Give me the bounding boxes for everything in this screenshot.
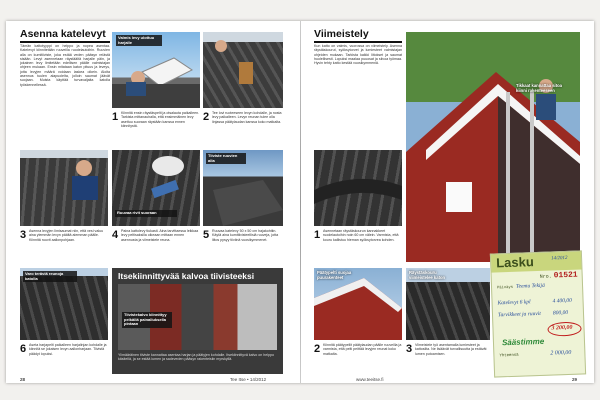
invoice-customer-label: Päiväys [497,285,514,291]
magazine-url: www.teeitse.fi [356,377,384,382]
photo-gutter-finished [406,268,490,340]
invoice-total-label: Yhteensä [499,353,519,359]
invoice-number: 01521 [553,270,578,281]
right-intro-text: Kun katto on valmis, vuorossa on viimeistely. Asenna räystäskourut, syöksytorvet ja lumiesteet valmistajan ohjeiden mukaan. Tarkista kaikki liitokset ja saumat huolellisesti. Lopuksi maalaa puuosat ja siivoa työmaa. Hyvin tehty katto kestää vuosikymmeniä. [314,44,402,66]
photo-overlap [20,150,108,226]
info-box-title: Itsekiinnittyvää kalvoa tiivisteeksi [118,271,255,281]
photo-tag: Tikkaat kannattaa sitoa kiinni rakenteeseen [516,83,563,93]
photo-tag: Varo teräviä reunoja katolla [23,271,77,282]
step-number: 2 [203,111,210,123]
step-caption: Asenna levyjen limisaumat niin, että vesi valuu aina ylemmän levyn päältä alemman päälle. Kiinnitä ruuvit aallonpohjaan. [29,229,104,242]
invoice-row-amount: 4 400,00 [552,297,572,305]
left-intro-text: Tämän kattotyyppi on helppo ja nopea asentaa. Katelevyt kiinnitetään ruuveilla ruodelautoihin. Ruuvien alla on kumitiiviste, joka estää veden pääsyn reiästä sisään. Levyt asennetaan räystäältä harjalle päin, ja jokainen levy limitetään edellisen päälle valmistajan ohjeen mukaan. Ensin mitataan katon pituus ja leveys, jotta levyjen määrä voidaan laskea oikein. Aloita asennus tuulen alapuolelta, jolloin saumat jäävät suojaan. Muista käyttää turvavaljaita katolla työskennellessä. [20,44,110,87]
invoice-date: 14/2012 [551,255,568,262]
step-number: 3 [406,343,413,355]
photo-tag: Päätypelti suojaa puurakenteet [317,270,352,280]
invoice-title: Lasku [495,254,535,271]
magazine-issue: Tee Itse • 14/2012 [230,377,267,382]
step-caption: Aseta harjapelti paikalleen harjalinjan kohdalle ja kiinnitä se jokaisen levyn aallonharjaan. Tiivistä päädyt lopuksi. [29,343,107,356]
step-caption: Paina kattolevy tiukasti. Aina tarvittaessa leikkaa levy peltisaksilla oikeaan mittaan ennen asennusta ja viimeistele reuna. [121,229,199,242]
invoice-savings-label: Säästimme [501,336,545,348]
photo-tag: Tiivistekalvo kiinnittyy pelkällä painalluksella pintaan [122,312,172,328]
photo-gutter [314,150,402,226]
invoice-total: 2 000,00 [550,349,572,357]
photo-tag: Tiiviste ruuvien alla [206,153,246,164]
step-caption: Tee lovi ruoteeseen levyn kohdalle, ja nosta levy paikalleen. Levyn reunan tulee olla linjassa päätylaudan kanssa koko matkalta. [212,111,282,124]
info-box-photo [118,284,277,350]
step-caption: Kiinnitä päätypellit päätylaudan päälle ruuveilla ja varmista, että pelti peittää levyjen reunat koko matkalta. [323,343,402,356]
photo-roof-sheet [203,32,283,108]
photo-drawing [406,32,580,262]
invoice-card [490,250,586,377]
page-fold [300,21,301,383]
info-box-text: Ylimääräinen tiiviste kannattaa asentaa harjan ja päätyjen kohdalle. Itsekiinnittyvä kalvo on helppo käsitellä, ja se estää lumen ja sadeveden pääsyn rakenteisiin myrskyllä. [118,353,275,362]
page-number: 29 [572,377,578,382]
invoice-number-label: Nro. [539,273,552,280]
photo-fascia-board [112,32,200,108]
invoice-customer: Teemu Tekijä [515,282,545,290]
photo-tag: Valmis levy ulottuu harjalle [116,35,162,46]
photo-drawing [203,32,283,108]
photo-drawing [20,150,108,226]
photo-tag: Räystäskouru viimeistelee katon [409,270,446,280]
invoice-row-desc: Katelevyt 6 kpl [497,299,531,307]
invoice-row-amount: 800,00 [552,309,569,317]
photo-ridge [20,268,108,340]
invoice-savings: 3 200,00 [551,324,573,332]
photo-screwing [203,150,283,226]
page-number: 28 [20,377,26,382]
step-number: 6 [20,343,27,355]
photo-pressing [112,150,200,226]
step-number: 1 [112,111,119,123]
step-caption: Viimeistele työ asentamalla lumiesteet ja kattosilta. Ne lisäävät turvallisuutta ja estävät lumen putoamisen. [415,343,487,356]
step-caption: Kiinnitä ensin räystäspelti ja otsalauta paikalleen. Tarkista mittanauhalla, että ensimmäinen levy asettuu suoraan räystään kanssa ennen kiinnitystä. [121,111,200,128]
step-caption: Ruuvaa katelevy 50 x 50 cm hajakohtiin. Käytä aina kumitiivisteellisiä ruuveja, jotta liitos pysyy tiiviinä vuosikymmenet. [212,229,279,242]
invoice-row-desc: Tarvikkeet ja ruuvit [497,310,541,319]
step-number: 3 [20,229,27,241]
left-heading: Asenna katelevyt [20,28,110,43]
photo-end-plate [314,268,402,340]
step-number: 5 [203,229,210,241]
right-heading: Viimeistely [314,28,402,43]
photo-tag: Ruuvaa rivit suoraan [115,210,177,217]
step-number: 4 [112,229,119,241]
step-number: 2 [314,343,321,355]
photo-drawing [314,150,402,226]
info-box [112,268,283,374]
photo-house-finishing [406,32,580,262]
step-caption: Asennetaan räystäskourun kannakkeet ruodelautoihin noin 60 cm välein. Varmista, että kouru kallistuu hieman syöksytorvea kohden. [323,229,399,242]
step-number: 1 [314,229,321,241]
